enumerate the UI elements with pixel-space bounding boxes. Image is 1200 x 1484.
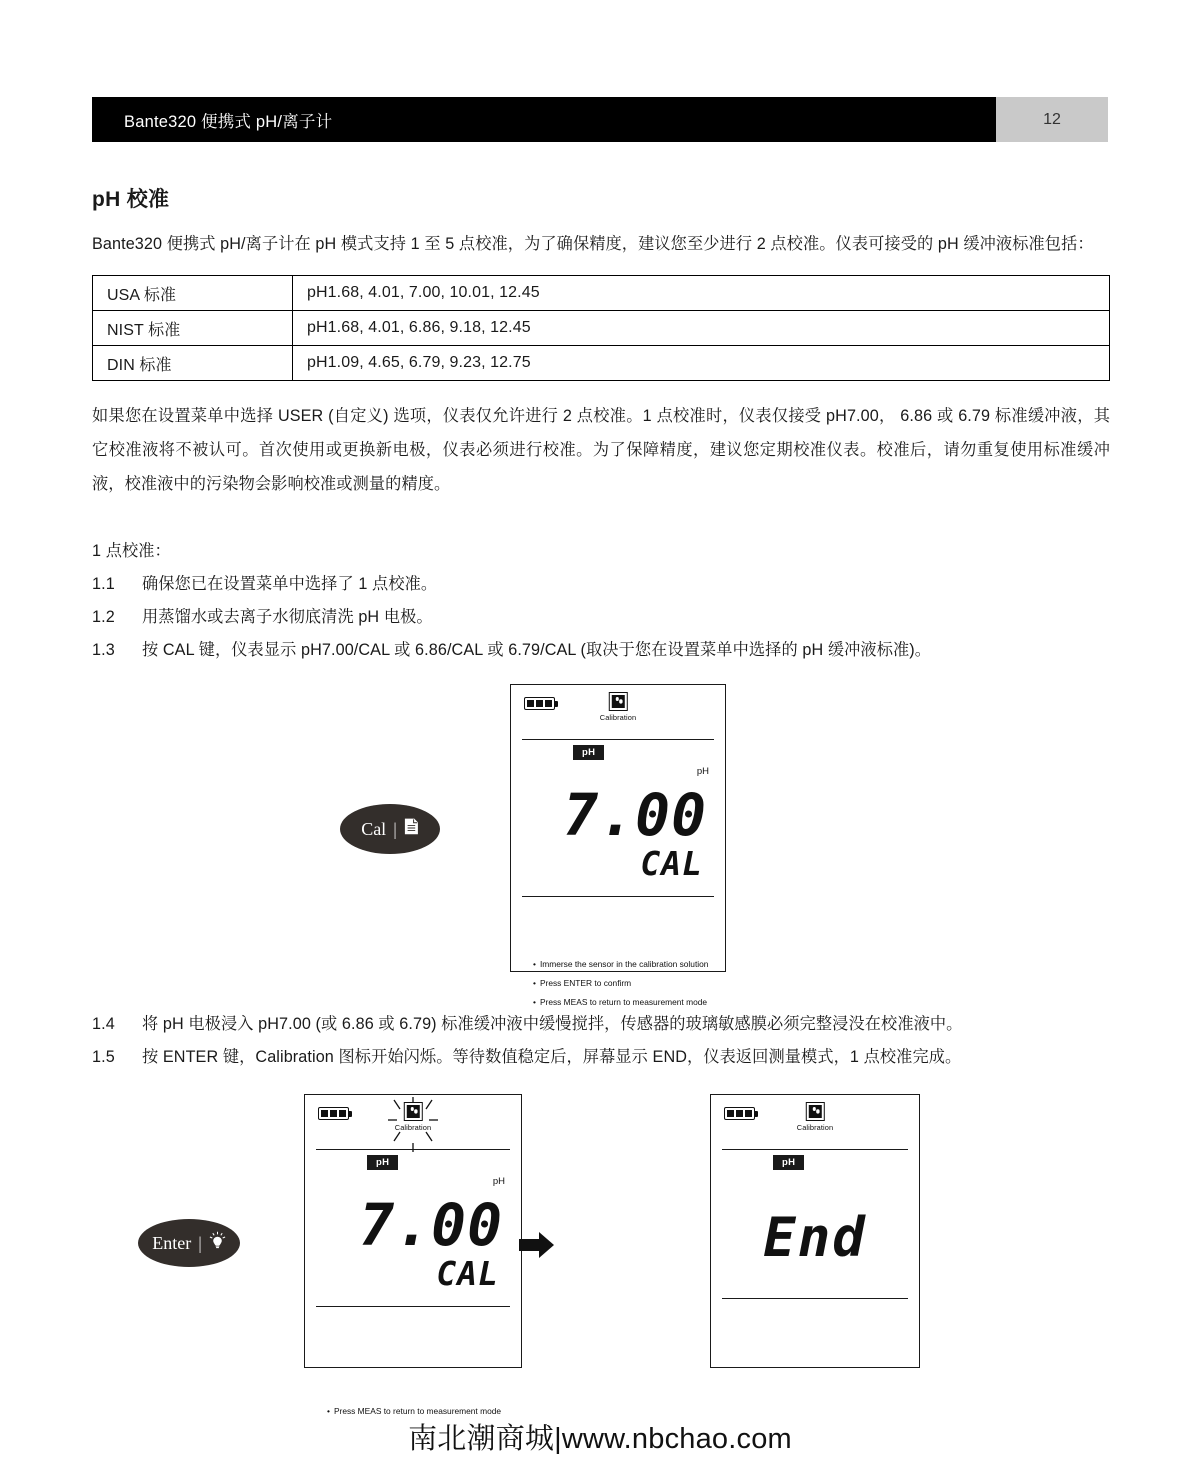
measurement-sub-value: CAL [436, 1253, 499, 1293]
intro-paragraph: Bante320 便携式 pH/离子计在 pH 模式支持 1 至 5 点校准，为了确保精度，建议您至少进行 2 点校准。仪表可接受的 pH 缓冲液标准包括： [92, 235, 1094, 253]
measurement-sub-value: CAL [640, 843, 703, 883]
page-number: 12 [1043, 110, 1061, 128]
footer-watermark [0, 1416, 1200, 1457]
diagram-step-1-5 [92, 1094, 1110, 1416]
divider [722, 1149, 908, 1150]
step-text: 确保您已在设置菜单中选择了 1 点校准。 [142, 575, 438, 593]
measurement-value: 7.00 [563, 780, 707, 849]
calibration-icon-label: Calibration [796, 1122, 834, 1132]
lcd-status-bar [711, 1095, 919, 1149]
step-number: 1.4 [92, 1015, 115, 1033]
calibration-steps-continued [92, 1008, 1110, 1074]
standard-values: pH1.68, 4.01, 7.00, 10.01, 12.45 [293, 276, 1110, 311]
right-arrow-icon [517, 1228, 557, 1262]
diagram-step-1-3 [92, 684, 1110, 1007]
enter-button[interactable] [138, 1219, 240, 1267]
section-title: pH 校准 [92, 188, 170, 211]
list-item [92, 601, 1110, 634]
measurement-value: 7.00 [359, 1190, 503, 1259]
battery-icon [524, 697, 555, 710]
step-number: 1.1 [92, 575, 115, 593]
calibration-indicator [797, 1102, 833, 1132]
divider [316, 1149, 510, 1150]
standard-name: USA 标准 [93, 276, 293, 311]
step-number: 1.5 [92, 1048, 115, 1066]
lcd-instructions [511, 897, 725, 1012]
standard-name: NIST 标准 [93, 311, 293, 346]
calibration-indicator [600, 692, 636, 722]
page-number-box [996, 97, 1108, 142]
divider [522, 739, 714, 740]
table-row [93, 346, 1110, 381]
enter-button-separator: | [198, 1232, 202, 1253]
page-title: Bante320 便携式 pH/离子计 [124, 112, 333, 131]
lcd-instruction-line: • Press ENTER to confirm [533, 974, 725, 993]
lcd-status-bar [511, 685, 725, 739]
document-icon [404, 818, 419, 840]
unit-label: pH [492, 1175, 505, 1187]
lcd-instruction-line: • Immerse the sensor in the calibration solution [533, 955, 725, 974]
lcd-instruction-line: • Press MEAS to return to measurement mode [533, 993, 725, 1012]
unit-label: pH [696, 765, 709, 777]
lcd-instruction-line: • Press MEAS to return to measurement mode [327, 1402, 521, 1421]
step-number: 1.3 [92, 641, 115, 659]
standard-values: pH1.68, 4.01, 6.86, 9.18, 12.45 [293, 311, 1110, 346]
battery-icon [318, 1107, 349, 1120]
note-paragraph: 如果您在设置菜单中选择 USER (自定义) 选项，仪表仅允许进行 2 点校准。1 点校准时，仪表仅接受 pH7.00， 6.86 或 6.79 标准缓冲液，其它校准液将不被认可。首次使用或更换新电极，仪表必须进行校准。为了保障精度，建议您定期校准仪表。校准后，请勿重复使用标准缓冲液，校准液中的污染物会影响校准或测量的精度。 [92, 407, 1110, 493]
mode-badge: pH [367, 1155, 398, 1170]
measurement-value: End [763, 1205, 867, 1269]
calibration-icon-label: Calibration [394, 1122, 432, 1132]
standard-name: DIN 标准 [93, 346, 293, 381]
mode-badge: pH [773, 1155, 804, 1170]
list-item [92, 1041, 1110, 1074]
step-text: 按 CAL 键，仪表显示 pH7.00/CAL 或 6.86/CAL 或 6.79/CAL (取决于您在设置菜单中选择的 pH 缓冲液标准)。 [142, 641, 932, 659]
divider [722, 1298, 908, 1299]
lcd-panel-cal-flashing [304, 1094, 522, 1416]
calibration-bottle-icon [609, 692, 628, 711]
lcd-readout [305, 1170, 521, 1292]
step-number: 1.2 [92, 608, 115, 626]
page-header [92, 97, 1108, 142]
calibration-bottle-icon [404, 1102, 423, 1121]
cal-button[interactable] [340, 804, 440, 854]
table-row [93, 276, 1110, 311]
list-item [92, 1008, 1110, 1041]
list-item [92, 568, 1110, 601]
step-text: 用蒸馏水或去离子水彻底清洗 pH 电极。 [142, 608, 433, 626]
header-bar [92, 97, 996, 142]
step-text: 按 ENTER 键，Calibration 图标开始闪烁。等待数值稳定后，屏幕显示 END，仪表返回测量模式，1 点校准完成。 [142, 1048, 962, 1066]
calibration-steps [92, 535, 1110, 667]
standard-values: pH1.09, 4.65, 6.79, 9.23, 12.75 [293, 346, 1110, 381]
battery-icon [724, 1107, 755, 1120]
document-body [92, 183, 1110, 667]
lcd-readout [711, 1170, 919, 1268]
list-item [92, 634, 1110, 667]
mode-badge: pH [573, 745, 604, 760]
enter-button-label: Enter [152, 1232, 192, 1253]
steps-heading: 1 点校准： [92, 542, 171, 560]
calibration-icon-label: Calibration [599, 712, 637, 722]
cal-button-label: Cal [361, 818, 387, 839]
step-text: 将 pH 电极浸入 pH7.00 (或 6.86 或 6.79) 标准缓冲液中缓慢搅拌，传感器的玻璃敏感膜必须完整浸没在校准液中。 [142, 1015, 963, 1033]
lcd-status-bar [305, 1095, 521, 1149]
lightbulb-icon [209, 1231, 226, 1255]
footer-text: 南北潮商城|www.nbchao.com [408, 1423, 792, 1455]
buffer-standards-table [92, 275, 1110, 381]
cal-button-separator: | [393, 818, 397, 839]
calibration-indicator [395, 1102, 431, 1132]
lcd-instructions [305, 1307, 521, 1421]
lcd-readout [511, 760, 725, 882]
table-row [93, 311, 1110, 346]
lcd-panel-cal-initial [510, 684, 726, 1007]
calibration-bottle-icon [806, 1102, 825, 1121]
lcd-panel-end [710, 1094, 920, 1368]
